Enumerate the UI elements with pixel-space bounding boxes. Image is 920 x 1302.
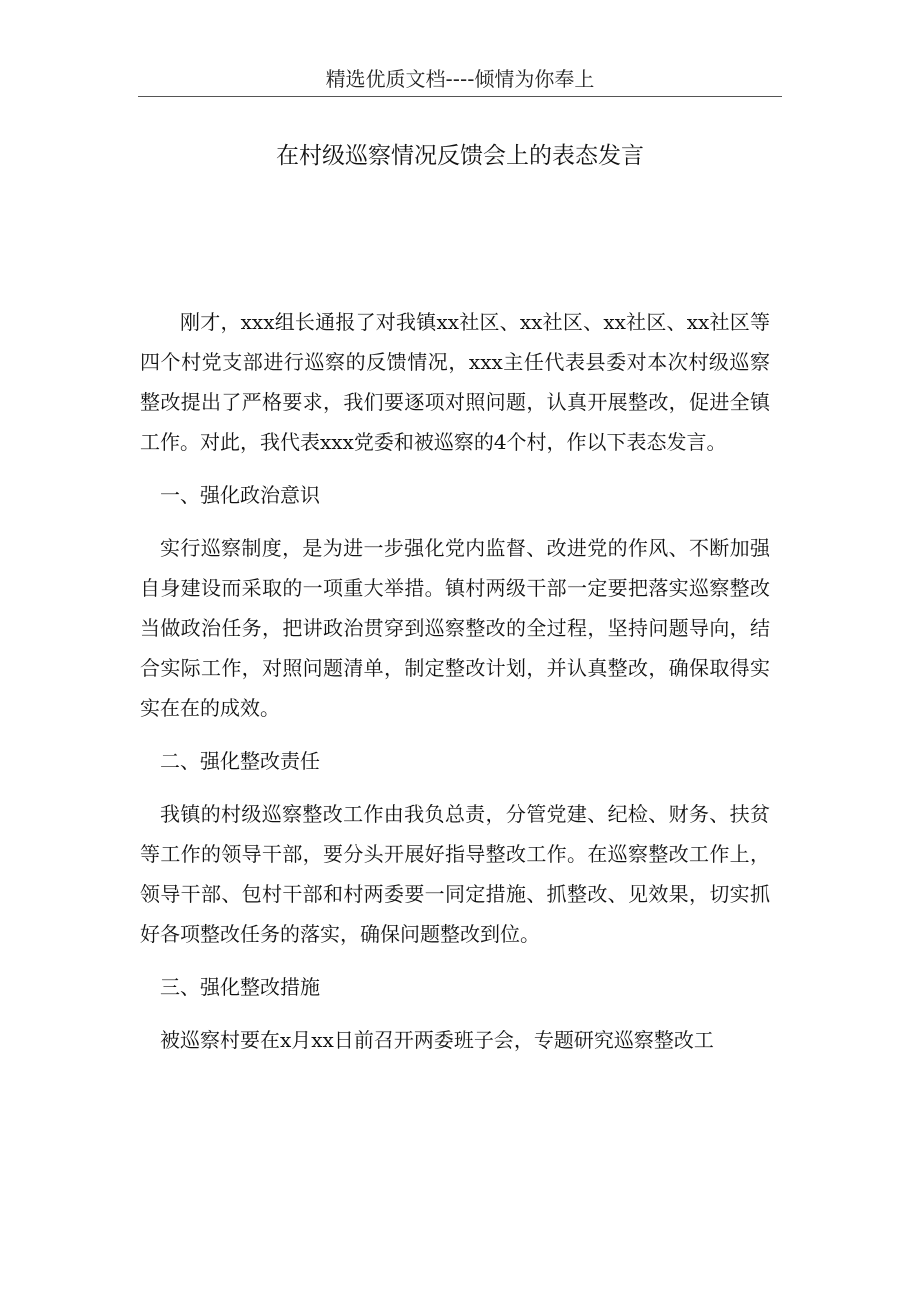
- paragraph-section-2: 我镇的村级巡察整改工作由我负总责，分管党建、纪检、财务、扶贫等工作的领导干部，要分头开展好指导整改工作。在巡察整改工作上，领导干部、包村干部和村两委要一同定措施、抓整改、见效果，切实抓好各项整改任务的落实，确保问题整改到位。: [140, 802, 770, 946]
- paragraph-section-3: 被巡察村要在x月xx日前召开两委班子会，专题研究巡察整改工: [160, 1028, 714, 1052]
- page-header: [138, 62, 782, 97]
- section-heading-1: 一、强化政治意识: [160, 483, 320, 507]
- paragraph-intro: 刚才，xxx组长通报了对我镇xx社区、xx社区、xx社区、xx社区等四个村党支部进行巡察的反馈情况，xxx主任代表县委对本次村级巡察整改提出了严格要求，我们要逐项对照问题，认真开展整改，促进全镇工作。对此，我代表xxx党委和被巡察的4个村，作以下表态发言。: [140, 310, 770, 454]
- document-title: 在村级巡察情况反馈会上的表态发言: [276, 143, 644, 169]
- document-body: [140, 302, 770, 1073]
- header-text: 精选优质文档----倾情为你奉上: [325, 67, 595, 91]
- section-heading-2: 二、强化整改责任: [160, 749, 320, 773]
- paragraph-section-1: 实行巡察制度，是为进一步强化党内监督、改进党的作风、不断加强自身建设而采取的一项重大举措。镇村两级干部一定要把落实巡察整改当做政治任务，把讲政治贯穿到巡察整改的全过程，坚持问题导向，结合实际工作，对照问题清单，制定整改计划，并认真整改，确保取得实实在在的成效。: [140, 536, 770, 720]
- section-heading-3: 三、强化整改措施: [160, 975, 320, 999]
